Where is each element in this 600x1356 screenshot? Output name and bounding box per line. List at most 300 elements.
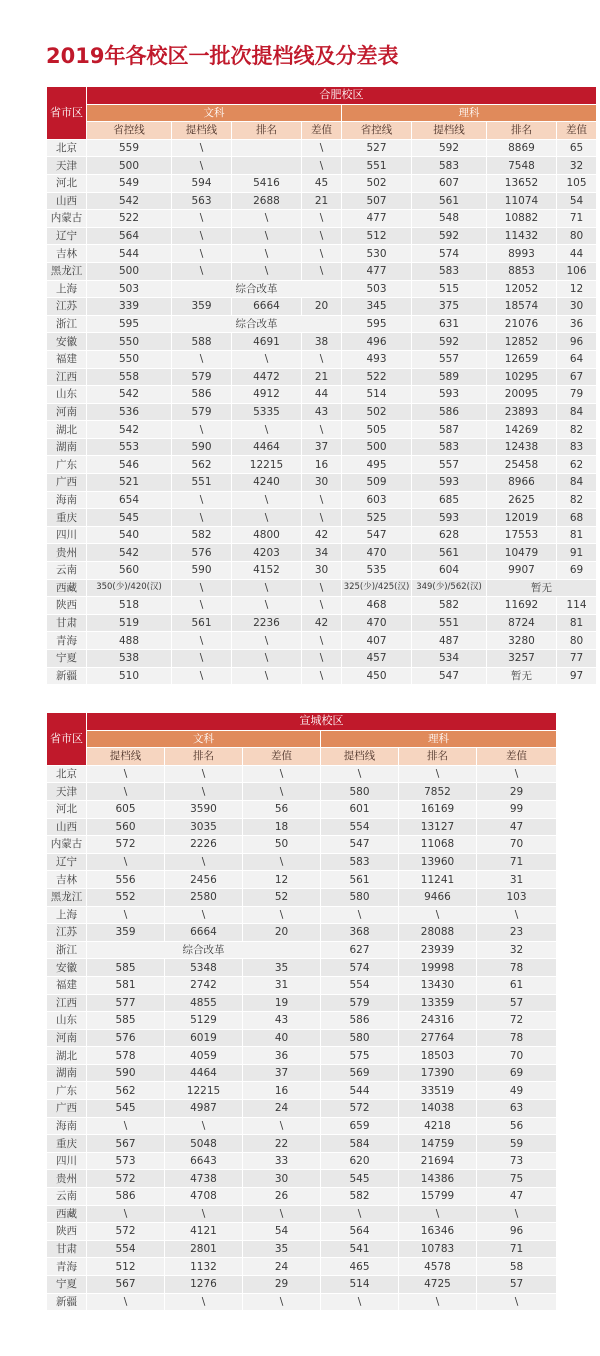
- data-cell: 35: [243, 959, 321, 977]
- data-cell: \: [302, 139, 342, 157]
- data-cell: 13127: [399, 818, 477, 836]
- province-cell: 新疆: [47, 667, 87, 685]
- data-cell: 67: [557, 368, 597, 386]
- data-cell: \: [302, 597, 342, 615]
- header-col-wen-diff: 差值: [243, 748, 321, 766]
- data-cell: 575: [321, 1047, 399, 1065]
- table-row: [47, 438, 597, 456]
- data-cell: 582: [321, 1188, 399, 1206]
- table-row: [47, 1223, 557, 1241]
- province-cell: 青海: [47, 1258, 87, 1276]
- data-cell: 576: [87, 1029, 165, 1047]
- data-cell: 542: [87, 421, 172, 439]
- data-cell: \: [165, 783, 243, 801]
- data-cell: \: [172, 491, 232, 509]
- table-row: [47, 245, 597, 263]
- data-cell: 590: [172, 438, 232, 456]
- data-cell: 579: [321, 994, 399, 1012]
- data-cell: 542: [87, 544, 172, 562]
- data-cell: 586: [172, 386, 232, 404]
- data-cell: 4800: [232, 526, 302, 544]
- data-cell: 572: [87, 1170, 165, 1188]
- data-cell: 21: [302, 192, 342, 210]
- data-cell: 6643: [165, 1152, 243, 1170]
- data-cell: 5048: [165, 1135, 243, 1153]
- data-cell: 561: [412, 192, 487, 210]
- province-cell: 辽宁: [47, 853, 87, 871]
- data-cell: 359: [172, 298, 232, 316]
- data-cell: \: [243, 1293, 321, 1311]
- data-cell: \: [477, 765, 557, 783]
- data-cell: 8724: [487, 614, 557, 632]
- data-cell: \: [172, 262, 232, 280]
- data-cell: 52: [243, 888, 321, 906]
- header-col-wen-rank: 排名: [165, 748, 243, 766]
- province-cell: 陕西: [47, 597, 87, 615]
- header-row-campus: [47, 713, 557, 731]
- data-cell: 547: [342, 526, 412, 544]
- table-row: [47, 924, 557, 942]
- data-cell: 569: [321, 1064, 399, 1082]
- province-cell: 西藏: [47, 1205, 87, 1223]
- data-cell: 3035: [165, 818, 243, 836]
- data-cell: \: [232, 245, 302, 263]
- data-cell: 5129: [165, 1012, 243, 1030]
- table-row: [47, 280, 597, 298]
- table-row: [47, 474, 597, 492]
- data-cell: \: [302, 491, 342, 509]
- table-row: [47, 1276, 557, 1294]
- data-cell: 9466: [399, 888, 477, 906]
- province-cell: 浙江: [47, 941, 87, 959]
- table-row: [47, 421, 597, 439]
- xuancheng-campus-table: [46, 712, 557, 1311]
- data-cell: 5416: [232, 174, 302, 192]
- province-cell: 河北: [47, 800, 87, 818]
- table-row: [47, 315, 597, 333]
- data-cell: 18503: [399, 1047, 477, 1065]
- data-cell: \: [477, 1293, 557, 1311]
- province-cell: 湖北: [47, 1047, 87, 1065]
- data-cell: 547: [321, 836, 399, 854]
- province-cell: 福建: [47, 976, 87, 994]
- data-cell: 18: [243, 818, 321, 836]
- data-cell: 557: [412, 456, 487, 474]
- data-cell: 82: [557, 491, 597, 509]
- table-row: [47, 227, 597, 245]
- data-cell: 15799: [399, 1188, 477, 1206]
- table-row: [47, 853, 557, 871]
- header-campus-name: 宣城校区: [87, 713, 557, 731]
- data-cell: 592: [412, 333, 487, 351]
- table-row: [47, 491, 597, 509]
- data-cell: 9907: [487, 562, 557, 580]
- table-row: [47, 1170, 557, 1188]
- data-cell: 2742: [165, 976, 243, 994]
- data-cell: 37: [302, 438, 342, 456]
- data-cell: 23: [477, 924, 557, 942]
- data-cell: \: [243, 906, 321, 924]
- data-cell: 26: [243, 1188, 321, 1206]
- province-cell: 河南: [47, 1029, 87, 1047]
- data-cell: \: [87, 853, 165, 871]
- province-cell: 北京: [47, 765, 87, 783]
- province-cell: 青海: [47, 632, 87, 650]
- data-cell: 114: [557, 597, 597, 615]
- data-cell: 4464: [165, 1064, 243, 1082]
- data-cell: 659: [321, 1117, 399, 1135]
- data-cell: 562: [87, 1082, 165, 1100]
- data-cell: 509: [342, 474, 412, 492]
- data-cell: 22: [243, 1135, 321, 1153]
- data-cell: 582: [412, 597, 487, 615]
- data-cell: \: [302, 632, 342, 650]
- data-cell: 96: [557, 333, 597, 351]
- data-cell: 587: [412, 421, 487, 439]
- data-cell: \: [399, 906, 477, 924]
- hefei-campus-table: [46, 86, 597, 685]
- data-cell: 685: [412, 491, 487, 509]
- data-cell: 500: [87, 157, 172, 175]
- data-cell: 593: [412, 386, 487, 404]
- data-cell: 8853: [487, 262, 557, 280]
- data-cell: 103: [477, 888, 557, 906]
- data-cell: 550: [87, 333, 172, 351]
- data-cell: \: [172, 139, 232, 157]
- province-cell: 山西: [47, 192, 87, 210]
- data-cell: \: [302, 667, 342, 685]
- page-title: 2019年各校区一批次提档线及分差表: [46, 44, 399, 68]
- data-cell: 580: [321, 888, 399, 906]
- data-cell: 593: [412, 474, 487, 492]
- table-row: [47, 632, 597, 650]
- header-row-campus: [47, 87, 597, 105]
- header-col-wen-provline: 省控线: [87, 122, 172, 140]
- data-cell: 4708: [165, 1188, 243, 1206]
- header-province: 省市区: [47, 713, 87, 766]
- data-cell: 584: [321, 1135, 399, 1153]
- header-row-subject: [47, 730, 557, 748]
- data-cell: 530: [342, 245, 412, 263]
- data-cell: 540: [87, 526, 172, 544]
- data-cell: 572: [87, 836, 165, 854]
- data-cell: \: [243, 765, 321, 783]
- data-cell: 13960: [399, 853, 477, 871]
- data-cell: 84: [557, 474, 597, 492]
- header-col-li-provline: 省控线: [342, 122, 412, 140]
- data-cell: \: [232, 491, 302, 509]
- data-cell: \: [165, 853, 243, 871]
- table-row: [47, 614, 597, 632]
- table-row: [47, 800, 557, 818]
- data-cell: 65: [557, 139, 597, 157]
- data-cell: 11074: [487, 192, 557, 210]
- data-cell: 572: [321, 1100, 399, 1118]
- data-cell: \: [477, 1205, 557, 1223]
- data-cell: 559: [87, 139, 172, 157]
- header-subject-liberal: 文科: [87, 730, 321, 748]
- data-cell: 551: [342, 157, 412, 175]
- data-cell: 69: [477, 1064, 557, 1082]
- table-row: [47, 1152, 557, 1170]
- province-cell: 湖南: [47, 438, 87, 456]
- province-cell: 天津: [47, 157, 87, 175]
- table-row: [47, 262, 597, 280]
- data-cell: 10295: [487, 368, 557, 386]
- province-cell: 湖北: [47, 421, 87, 439]
- data-cell: 628: [412, 526, 487, 544]
- data-cell: \: [302, 227, 342, 245]
- data-cell: 63: [477, 1100, 557, 1118]
- data-cell: 2801: [165, 1240, 243, 1258]
- data-cell: \: [232, 210, 302, 228]
- data-cell: 586: [87, 1188, 165, 1206]
- data-cell: 6019: [165, 1029, 243, 1047]
- table-body: [47, 765, 557, 1310]
- province-cell: 四川: [47, 1152, 87, 1170]
- province-cell: 贵州: [47, 544, 87, 562]
- data-cell: 16: [243, 1082, 321, 1100]
- table-row: [47, 1064, 557, 1082]
- data-cell: \: [172, 421, 232, 439]
- province-cell: 山东: [47, 386, 87, 404]
- data-cell: 4203: [232, 544, 302, 562]
- province-cell: 重庆: [47, 509, 87, 527]
- data-cell: 80: [557, 227, 597, 245]
- data-cell: 468: [342, 597, 412, 615]
- data-cell: 2456: [165, 871, 243, 889]
- data-cell: 57: [477, 1276, 557, 1294]
- header-col-wen-cutoff: 提档线: [172, 122, 232, 140]
- table-row: [47, 650, 597, 668]
- province-cell: 湖南: [47, 1064, 87, 1082]
- province-cell: 四川: [47, 526, 87, 544]
- data-cell: 29: [477, 783, 557, 801]
- data-cell: 42: [302, 526, 342, 544]
- table-row: [47, 1240, 557, 1258]
- data-cell: 576: [172, 544, 232, 562]
- data-cell: 544: [87, 245, 172, 263]
- data-cell: 495: [342, 456, 412, 474]
- data-cell: 552: [87, 888, 165, 906]
- data-cell: 5335: [232, 403, 302, 421]
- data-cell: 579: [172, 403, 232, 421]
- data-cell: 34: [302, 544, 342, 562]
- header-subject-science: 理科: [342, 104, 597, 122]
- data-cell: 42: [302, 614, 342, 632]
- data-cell: 31: [243, 976, 321, 994]
- data-cell: 58: [477, 1258, 557, 1276]
- data-cell: 457: [342, 650, 412, 668]
- data-cell: 507: [342, 192, 412, 210]
- data-cell: 21694: [399, 1152, 477, 1170]
- data-cell: 496: [342, 333, 412, 351]
- table-row: [47, 298, 597, 316]
- table-row: [47, 386, 597, 404]
- table-body: [47, 139, 597, 684]
- table-row: [47, 192, 597, 210]
- data-cell: 556: [87, 871, 165, 889]
- data-cell: 70: [477, 836, 557, 854]
- data-cell: 72: [477, 1012, 557, 1030]
- data-cell: \: [302, 245, 342, 263]
- data-cell: 562: [172, 456, 232, 474]
- data-cell: \: [302, 579, 342, 597]
- data-cell: \: [172, 350, 232, 368]
- data-cell: \: [87, 765, 165, 783]
- data-cell: [232, 139, 302, 157]
- data-cell: 56: [477, 1117, 557, 1135]
- data-cell: \: [321, 1205, 399, 1223]
- data-cell: 19998: [399, 959, 477, 977]
- data-cell: 13430: [399, 976, 477, 994]
- header-col-wen-rank: 排名: [232, 122, 302, 140]
- data-cell: 590: [172, 562, 232, 580]
- data-cell: 32: [477, 941, 557, 959]
- province-cell: 上海: [47, 280, 87, 298]
- data-cell: 549: [87, 174, 172, 192]
- data-cell: 627: [321, 941, 399, 959]
- province-cell: 内蒙古: [47, 210, 87, 228]
- header-province: 省市区: [47, 87, 87, 140]
- data-cell: 534: [412, 650, 487, 668]
- data-cell: \: [302, 157, 342, 175]
- data-cell: 61: [477, 976, 557, 994]
- data-cell: 33519: [399, 1082, 477, 1100]
- data-cell: \: [302, 421, 342, 439]
- data-cell: \: [165, 765, 243, 783]
- data-cell: 580: [321, 1029, 399, 1047]
- data-cell: 558: [87, 368, 172, 386]
- data-cell: 11692: [487, 597, 557, 615]
- table-row: [47, 1047, 557, 1065]
- header-col-li-cutoff: 提档线: [412, 122, 487, 140]
- data-cell: 8869: [487, 139, 557, 157]
- data-cell: 78: [477, 1029, 557, 1047]
- data-cell: 560: [87, 818, 165, 836]
- data-cell: 500: [87, 262, 172, 280]
- data-cell: 465: [321, 1258, 399, 1276]
- hefei-campus-table-wrapper: [46, 86, 597, 685]
- data-cell: 24316: [399, 1012, 477, 1030]
- table-header: [47, 87, 597, 140]
- header-col-li-diff: 差值: [557, 122, 597, 140]
- data-cell: \: [321, 906, 399, 924]
- data-cell: 505: [342, 421, 412, 439]
- data-cell: \: [172, 227, 232, 245]
- data-cell: \: [232, 509, 302, 527]
- province-cell: 黑龙江: [47, 888, 87, 906]
- data-cell: 515: [412, 280, 487, 298]
- province-cell: 吉林: [47, 245, 87, 263]
- header-col-li-rank: 排名: [399, 748, 477, 766]
- data-cell: 21076: [487, 315, 557, 333]
- data-cell: \: [172, 667, 232, 685]
- data-cell: 24: [243, 1100, 321, 1118]
- data-cell: 44: [557, 245, 597, 263]
- table-row: [47, 350, 597, 368]
- data-cell: 554: [321, 976, 399, 994]
- data-cell: 557: [412, 350, 487, 368]
- data-cell: 581: [87, 976, 165, 994]
- header-col-li-rank: 排名: [487, 122, 557, 140]
- header-col-li-diff: 差值: [477, 748, 557, 766]
- province-cell: 江西: [47, 994, 87, 1012]
- table-row: [47, 667, 597, 685]
- data-cell: 2226: [165, 836, 243, 854]
- data-cell: 70: [477, 1047, 557, 1065]
- data-cell: 407: [342, 632, 412, 650]
- data-cell: 62: [557, 456, 597, 474]
- data-cell: 43: [243, 1012, 321, 1030]
- data-cell: 暂无: [487, 579, 597, 597]
- data-cell: \: [87, 1117, 165, 1135]
- table-row: [47, 1100, 557, 1118]
- data-cell: 105: [557, 174, 597, 192]
- data-cell: \: [172, 579, 232, 597]
- province-cell: 海南: [47, 491, 87, 509]
- data-cell: 47: [477, 1188, 557, 1206]
- data-cell: 44: [302, 386, 342, 404]
- data-cell: 12438: [487, 438, 557, 456]
- data-cell: 585: [87, 1012, 165, 1030]
- data-cell: 487: [412, 632, 487, 650]
- province-cell: 贵州: [47, 1170, 87, 1188]
- data-cell: 345: [342, 298, 412, 316]
- data-cell: 518: [87, 597, 172, 615]
- data-cell: 586: [412, 403, 487, 421]
- data-cell: 17553: [487, 526, 557, 544]
- province-cell: 内蒙古: [47, 836, 87, 854]
- province-cell: 山东: [47, 1012, 87, 1030]
- table-row: [47, 1205, 557, 1223]
- data-cell: \: [172, 632, 232, 650]
- data-cell: 604: [412, 562, 487, 580]
- data-cell: 339: [87, 298, 172, 316]
- data-cell: 7548: [487, 157, 557, 175]
- data-cell: 7852: [399, 783, 477, 801]
- data-cell: 16169: [399, 800, 477, 818]
- data-cell: 536: [87, 403, 172, 421]
- data-cell: 503: [342, 280, 412, 298]
- data-cell: 359: [87, 924, 165, 942]
- province-cell: 天津: [47, 783, 87, 801]
- data-cell: 14759: [399, 1135, 477, 1153]
- province-cell: 河南: [47, 403, 87, 421]
- data-cell: 5348: [165, 959, 243, 977]
- data-cell: 99: [477, 800, 557, 818]
- data-cell: \: [172, 157, 232, 175]
- data-cell: 8993: [487, 245, 557, 263]
- data-cell: 560: [87, 562, 172, 580]
- data-cell: 593: [412, 509, 487, 527]
- data-cell: 503: [87, 280, 172, 298]
- data-cell: 68: [557, 509, 597, 527]
- data-cell: 10783: [399, 1240, 477, 1258]
- data-cell: 49: [477, 1082, 557, 1100]
- data-cell: 14038: [399, 1100, 477, 1118]
- data-cell: 514: [321, 1276, 399, 1294]
- data-cell: 4738: [165, 1170, 243, 1188]
- province-cell: 安徽: [47, 333, 87, 351]
- data-cell: 368: [321, 924, 399, 942]
- data-cell: 30: [243, 1170, 321, 1188]
- table-row: [47, 959, 557, 977]
- header-col-li-cutoff: 提档线: [321, 748, 399, 766]
- xuancheng-campus-table-wrapper: [46, 712, 557, 1311]
- data-cell: 554: [321, 818, 399, 836]
- data-cell: 4912: [232, 386, 302, 404]
